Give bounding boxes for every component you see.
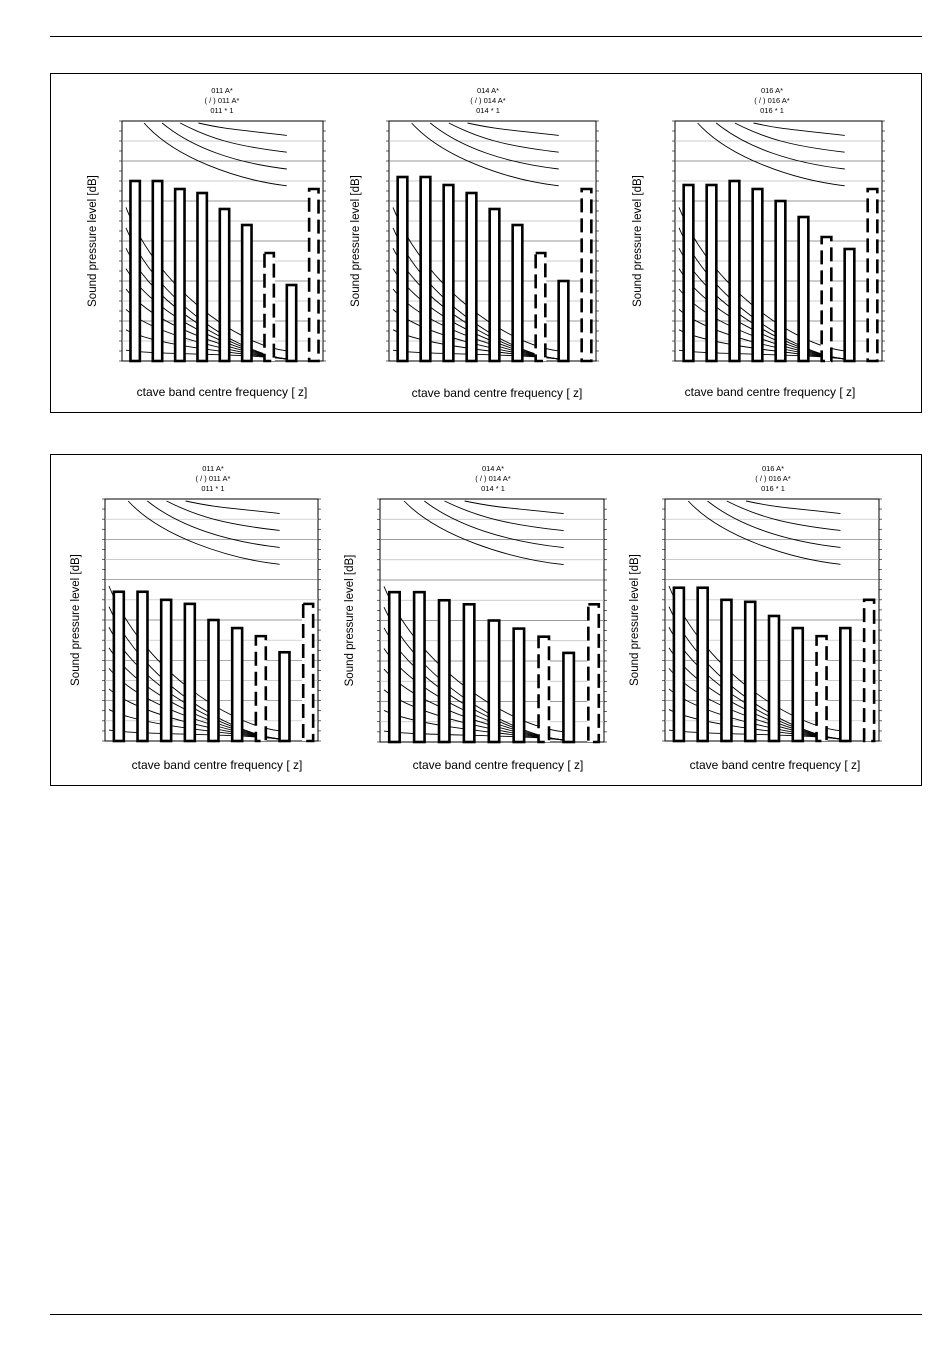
y-axis-label: Sound pressure level [dB] xyxy=(632,175,644,307)
bar-bg xyxy=(867,189,879,361)
nr-curve xyxy=(147,501,279,547)
y-axis-label: Sound pressure level [dB] xyxy=(344,554,356,687)
nr-curve xyxy=(198,123,286,135)
chart-title-line: 011 * 1 xyxy=(201,484,225,493)
nr-curve xyxy=(186,501,280,514)
chart-2 xyxy=(350,86,599,400)
nr-curve xyxy=(144,123,287,186)
x-axis-label: ctave band centre frequency [ z] xyxy=(136,385,308,399)
x-axis-label: ctave band centre frequency [ z] xyxy=(684,385,856,399)
y-axis-label: Sound pressure level [dB] xyxy=(629,554,641,686)
chart-title-line: 014 * 1 xyxy=(481,484,505,493)
chart-title-line: 011 A* xyxy=(211,86,233,95)
chart-title-line: ( / ) 011 A* xyxy=(195,474,231,483)
chart-title-line: 016 * 1 xyxy=(760,106,784,115)
nr-curve xyxy=(708,501,841,547)
nr-curve xyxy=(698,123,845,186)
nr-curve xyxy=(716,123,844,169)
y-axis-label: Sound pressure level [dB] xyxy=(87,175,99,307)
nr-curve xyxy=(746,501,840,514)
x-axis-label: ctave band centre frequency [ z] xyxy=(689,758,861,772)
chart-title-line: 011 * 1 xyxy=(210,106,234,115)
bar-bg xyxy=(581,189,593,361)
y-axis-label: Sound pressure level [dB] xyxy=(350,175,362,307)
chart-title-line: ( / ) 016 A* xyxy=(754,96,790,105)
chart-5 xyxy=(344,464,607,772)
chart-3 xyxy=(632,86,885,399)
chart-title-line: ( / ) 014 A* xyxy=(475,474,511,483)
chart-title-line: ( / ) 016 A* xyxy=(755,474,791,483)
nr-curve xyxy=(167,501,280,530)
nr-curve xyxy=(412,123,559,186)
nr-curve xyxy=(430,123,558,169)
nr-curve xyxy=(444,501,563,531)
chart-title-line: 016 A* xyxy=(760,86,784,95)
nr-curve xyxy=(735,123,845,152)
chart-title-line: 014 * 1 xyxy=(476,106,500,115)
chart-title-line: 014 A* xyxy=(481,464,505,473)
chart-title-line: 016 A* xyxy=(761,464,785,473)
nr-curve xyxy=(424,501,563,548)
nr-curve xyxy=(468,123,559,135)
nr-curve xyxy=(180,123,287,152)
chart-4 xyxy=(70,464,321,772)
nr-curve xyxy=(449,123,559,152)
chart-1 xyxy=(87,86,326,399)
nr-curve xyxy=(754,123,845,135)
chart-title-line: ( / ) 014 A* xyxy=(470,96,506,105)
nr-curve xyxy=(128,501,279,564)
chart-title-line: 016 * 1 xyxy=(761,484,785,493)
nr-curve xyxy=(162,123,287,169)
x-axis-label: ctave band centre frequency [ z] xyxy=(131,758,303,772)
chart-title-line: 011 A* xyxy=(202,464,224,473)
nr-curve xyxy=(404,501,564,565)
chart-title-line: 014 A* xyxy=(476,86,500,95)
chart-title-line: ( / ) 011 A* xyxy=(204,96,240,105)
x-axis-label: ctave band centre frequency [ z] xyxy=(412,758,584,772)
x-axis-label: ctave band centre frequency [ z] xyxy=(411,386,583,400)
nr-curve xyxy=(727,501,841,530)
chart-6 xyxy=(629,464,882,772)
nr-curve xyxy=(465,501,564,514)
nr-curve xyxy=(688,501,840,564)
bar-bg xyxy=(308,189,319,361)
y-axis-label: Sound pressure level [dB] xyxy=(70,554,82,686)
